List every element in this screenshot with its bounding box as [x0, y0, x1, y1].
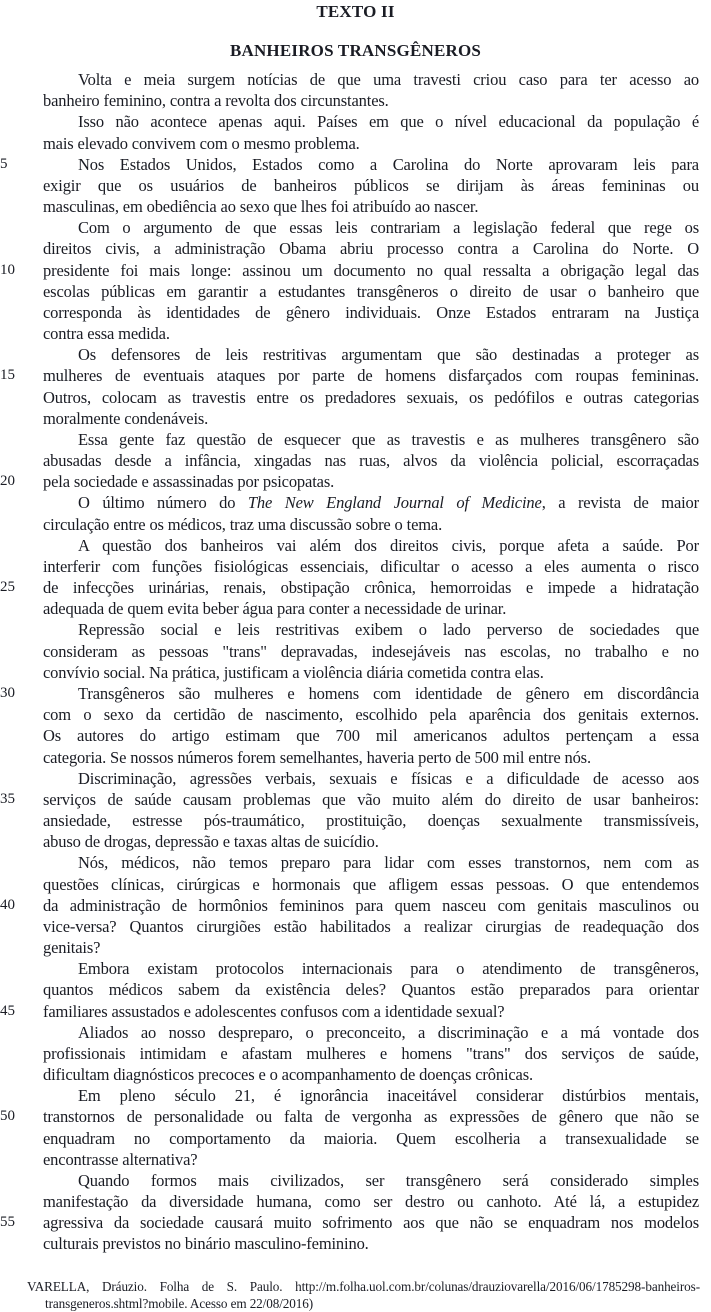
text-run: dificultam diagnósticos precoces e o acompanhamento de doenças crônicas.	[43, 1065, 533, 1085]
line-number: 10	[0, 261, 15, 278]
text-line	[0, 471, 711, 492]
text-run: manifestação da diversidade humana, como ser destro ou canhoto. Até lá, a estupidez	[43, 1192, 699, 1212]
text-line	[0, 514, 711, 535]
text-run: contra essa medida.	[43, 324, 170, 344]
text-line	[0, 302, 711, 323]
text-line	[0, 577, 711, 598]
line-number: 35	[0, 790, 15, 807]
text-run: adequada de quem evita beber água para conter a necessidade de urinar.	[43, 599, 507, 619]
text-line	[0, 281, 711, 302]
text-line	[0, 768, 711, 789]
text-line	[0, 133, 711, 154]
text-line	[0, 895, 711, 916]
line-number: 15	[0, 367, 15, 384]
text-run: questões clínicas, cirúrgicas e hormonais que afligem essas pessoas. O que entendemos	[43, 874, 699, 894]
text-run: masculinas, em obediência ao sexo que lhes foi atribuído ao nascer.	[43, 197, 479, 217]
citation	[27, 1279, 700, 1312]
line-number: 5	[0, 155, 8, 172]
text-run: Isso não acontece apenas aqui. Países em que o nível educacional da população é	[78, 112, 699, 132]
text-run: A questão dos banheiros vai além dos direitos civis, porque afeta a saúde. Por	[78, 535, 699, 555]
text-run: culturais previstos no binário masculino-feminino.	[43, 1234, 369, 1254]
text-run: interferir com funções fisiológicas essenciais, dificultar o acesso a eles aumenta o risco	[43, 556, 699, 576]
text-subtitle: BANHEIROS TRANSGÊNEROS	[229, 41, 482, 60]
text-run: Repressão social e leis restritivas exibem o lado perverso de sociedades que	[78, 620, 699, 640]
text-line	[0, 196, 711, 217]
text-run: Transgêneros são mulheres e homens com identidade de gênero em discordância	[78, 683, 699, 703]
text-run: abuso de drogas, depressão e taxas altas de suicídio.	[43, 832, 379, 852]
text-run: ansiedade, estresse pós-traumático, prostituição, doenças sexualmente transmissíveis,	[43, 811, 699, 831]
text-run: Outros, colocam as travestis entre os predadores sexuais, os pedófilos e outras categorias	[43, 387, 699, 407]
text-line	[0, 450, 711, 471]
line-number: 50	[0, 1108, 15, 1125]
text-body	[0, 69, 711, 1255]
italic-text: The New England Journal of Medicine	[247, 493, 542, 513]
text-run: Com o argumento de que essas leis contrariam a legislação federal que rege os	[78, 218, 699, 238]
text-run: Os autores do artigo estimam que 700 mil americanos adultos pertençam a essa	[43, 726, 699, 746]
line-number: 45	[0, 1002, 15, 1019]
text-line	[0, 831, 711, 852]
text-line	[0, 1022, 711, 1043]
citation-line-1: VARELLA, Dráuzio. Folha de S. Paulo. http://m.folha.uol.com.br/colunas/drauziovarella/2016/06/1785298-banheiros-	[27, 1279, 700, 1294]
text-line	[0, 365, 711, 386]
text-run: familiares assustados e adolescentes confusos com a identidade sexual?	[43, 1001, 505, 1021]
text-run: Nós, médicos, não temos preparo para lidar com esses transtornos, nem com as	[78, 853, 699, 873]
text-run: de infecções urinárias, renais, obstipação crônica, hemorroidas e impede a hidratação	[43, 578, 699, 598]
text-line	[0, 1085, 711, 1106]
text-line	[0, 260, 711, 281]
text-run: corresponda às identidades de gênero individuais. Onze Estados entraram na Justiça	[43, 302, 699, 322]
citation-line-2: transgeneros.shtml?mobile. Acesso em 22/08/2016)	[45, 1295, 314, 1311]
text-line	[0, 662, 711, 683]
text-line	[0, 1170, 711, 1191]
text-line	[0, 598, 711, 619]
page-title: TEXTO II	[316, 2, 395, 21]
text-line	[0, 217, 711, 238]
text-line	[0, 408, 711, 429]
text-line	[0, 1149, 711, 1170]
text-line	[0, 429, 711, 450]
text-run: pela sociedade e assassinadas por psicopatas.	[43, 472, 335, 492]
text-run: com o sexo da certidão de nascimento, escolhido pela aparência dos genitais externos.	[43, 705, 699, 725]
text-run: Embora existam protocolos internacionais para o atendimento de transgêneros,	[78, 959, 699, 979]
text-line	[0, 175, 711, 196]
text-line	[0, 556, 711, 577]
text-line	[0, 852, 711, 873]
text-line	[0, 111, 711, 132]
line-number: 30	[0, 684, 15, 701]
line-number: 40	[0, 896, 15, 913]
text-run: encontrasse alternativa?	[43, 1149, 198, 1169]
text-run: banheiro feminino, contra a revolta dos circunstantes.	[43, 91, 389, 111]
text-run: circulação entre os médicos, traz uma discussão sobre o tema.	[43, 514, 443, 534]
text-run: agressiva da sociedade causará muito sofrimento aos que não se enquadram nos modelos	[43, 1213, 699, 1233]
text-run: da administração de hormônios femininos para quem nasceu com genitais masculinos ou	[43, 895, 699, 915]
text-line	[0, 1106, 711, 1127]
text-line	[0, 238, 711, 259]
text-line	[0, 958, 711, 979]
text-run: presidente foi mais longe: assinou um documento no qual ressalta a obrigação legal das	[43, 260, 699, 280]
text-line	[0, 1043, 711, 1064]
text-line	[0, 704, 711, 725]
text-line	[0, 1001, 711, 1022]
text-line	[0, 747, 711, 768]
text-line	[0, 154, 711, 175]
text-run: Nos Estados Unidos, Estados como a Carolina do Norte aprovaram leis para	[78, 154, 699, 174]
text-run: quantos médicos sabem da existência deles? Quantos estão preparados para orientar	[43, 980, 699, 1000]
text-run: , a revista de maior	[541, 493, 699, 513]
line-number: 25	[0, 579, 15, 596]
text-run: Aliados ao nosso despreparo, o preconceito, a discriminação e a má vontade dos	[78, 1022, 699, 1042]
text-line	[0, 1233, 711, 1254]
text-line	[0, 492, 711, 513]
text-run: Essa gente faz questão de esquecer que as travestis e as mulheres transgênero são	[78, 429, 699, 449]
text-line	[0, 90, 711, 111]
text-line	[0, 619, 711, 640]
text-run: moralmente condenáveis.	[43, 408, 209, 428]
line-number: 20	[0, 473, 15, 490]
text-line	[0, 979, 711, 1000]
text-run: Quando formos mais civilizados, ser transgênero será considerado simples	[78, 1170, 699, 1190]
text-run: direitos civis, a administração Obama abriu processo contra a Carolina do Norte. O	[43, 239, 699, 259]
text-line	[0, 1191, 711, 1212]
text-line	[0, 1064, 711, 1085]
text-line	[0, 344, 711, 365]
text-line	[0, 641, 711, 662]
text-line	[0, 387, 711, 408]
text-run: transtornos de personalidade ou falta de vergonha as expressões de gênero que não se	[43, 1107, 699, 1127]
text-line	[0, 916, 711, 937]
text-line	[0, 535, 711, 556]
text-line	[0, 725, 711, 746]
text-run: convívio social. Na prática, justificam a violência diária cometida contra elas.	[43, 662, 544, 682]
text-run: O último número do	[78, 493, 248, 513]
text-line	[0, 69, 711, 90]
text-run: Volta e meia surgem notícias de que uma travesti criou caso para ter acesso ao	[78, 70, 699, 89]
text-run: Em pleno século 21, é ignorância inaceitável considerar distúrbios mentais,	[78, 1086, 699, 1106]
text-run: enquadram no comportamento da maioria. Quem escolheria a transexualidade se	[43, 1128, 699, 1148]
text-line	[0, 683, 711, 704]
text-run: exigir que os usuários de banheiros públicos se dirijam às áreas femininas ou	[43, 175, 699, 195]
text-line	[0, 323, 711, 344]
text-run: categoria. Se nossos números forem semelhantes, haveria perto de 500 mil entre nós.	[43, 747, 591, 767]
line-number: 55	[0, 1214, 15, 1231]
text-run: mais elevado convivem com o mesmo problema.	[43, 133, 360, 153]
text-run: Os defensores de leis restritivas argumentam que são destinadas a proteger as	[78, 345, 699, 365]
text-run: consideram as pessoas "trans" depravadas, indesejáveis nas escolas, no trabalho e no	[43, 641, 699, 661]
text-line	[0, 1212, 711, 1233]
text-run: Discriminação, agressões verbais, sexuais e físicas e a dificuldade de acesso aos	[78, 768, 699, 788]
text-line	[0, 789, 711, 810]
text-line	[0, 810, 711, 831]
text-run: profissionais intimidam e afastam mulheres e homens "trans" dos serviços de saúde,	[43, 1043, 699, 1063]
text-run: escolas públicas em garantir a estudantes transgêneros o direito de usar o banheiro que	[43, 281, 699, 301]
text-run: genitais?	[43, 938, 101, 958]
text-run: serviços de saúde causam problemas que vão muito além do direito de usar banheiros:	[43, 789, 699, 809]
text-line	[0, 1128, 711, 1149]
text-line	[0, 937, 711, 958]
text-run: abusadas desde a infância, xingadas nas ruas, alvos da violência policial, escorraçadas	[43, 451, 699, 471]
text-line	[0, 874, 711, 895]
text-run: vice-versa? Quantos cirurgiões estão habilitados a realizar cirurgias de readequação dos	[43, 916, 699, 936]
text-run: mulheres de eventuais ataques por parte de homens disfarçados com roupas femininas.	[43, 366, 699, 386]
